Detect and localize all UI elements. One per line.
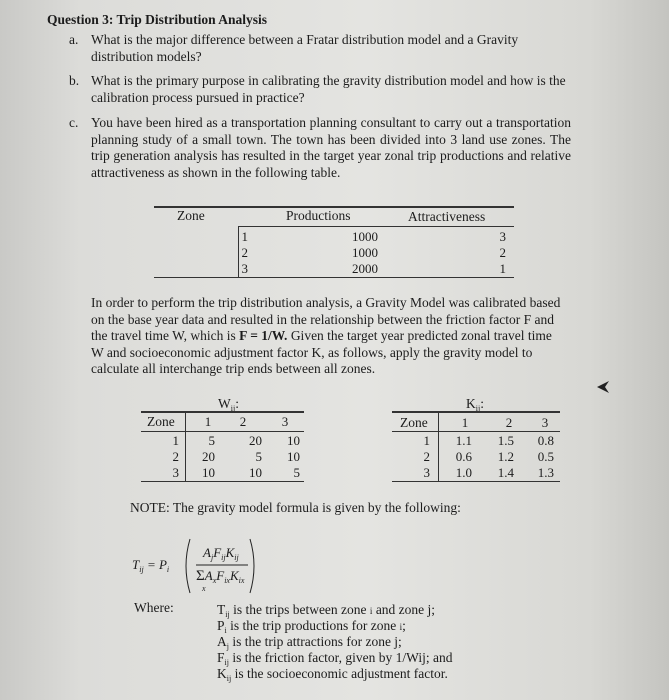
productions-cell: 1000 — [352, 245, 378, 260]
k-cell: 1.0 — [455, 465, 472, 480]
w-cell: 5 — [255, 449, 262, 464]
w-cell: 10 — [249, 465, 262, 480]
k-row-zone: 2 — [423, 449, 430, 464]
mouse-cursor-icon — [596, 380, 610, 394]
w-cell: 10 — [287, 433, 300, 448]
k-col-header: 2 — [505, 415, 513, 430]
formula-numerator: $A_jF_{ij}K_{ij}$ — [203, 545, 239, 562]
where-line-kij: $K_{ij}$ is the socioeconomic adjustment factor. — [217, 666, 448, 683]
w-cell: 20 — [202, 449, 215, 464]
k-cell: 0.6 — [455, 449, 472, 464]
productions-cell: 2000 — [352, 261, 378, 276]
w-cell: 20 — [249, 433, 262, 448]
w-col-header: 2 — [239, 414, 247, 429]
w-cell: 5 — [293, 465, 300, 480]
w-row-zone: 2 — [172, 449, 179, 464]
where-label: Where: — [134, 600, 174, 615]
k-col-header: 3 — [541, 415, 549, 430]
k-cell: 1.1 — [455, 433, 472, 448]
attractiveness-cell: 3 — [499, 229, 506, 244]
item-b-label: b. — [69, 73, 80, 88]
k-table-title: $K_{ij}$: — [466, 396, 484, 413]
attractiveness-header: Attractiveness — [408, 209, 486, 224]
gravity-text-before: In order to perform the trip distribution analysis, a Gravity Model was calibrated based on the base year data and resulted in the relationship between the friction factor F and the travel time W, which is — [91, 295, 561, 343]
attractiveness-cell: 2 — [499, 245, 506, 260]
item-a-text: What is the major difference between a Fratar distribution model and a Gravity distribution models? — [91, 32, 519, 64]
where-line-pi: $P_i$ is the trip productions for zone i; — [217, 618, 406, 635]
w-cell: 10 — [287, 449, 300, 464]
where-line-tij: $T_{ij}$ is the trips between zone i and zone j; — [217, 602, 436, 619]
attractiveness-cell: 1 — [499, 261, 506, 276]
productions-header: Productions — [286, 208, 351, 223]
k-col-header: 1 — [461, 415, 469, 430]
item-c-label: c. — [69, 115, 79, 130]
k-table-corner: Zone — [400, 415, 428, 430]
w-table-title: $W_{ij}$: — [218, 396, 239, 413]
where-line-aj: $A_j$ is the trip attractions for zone j; — [217, 634, 402, 651]
w-row-zone: 1 — [172, 433, 179, 448]
zone-cell: 1 — [241, 229, 248, 244]
k-cell: 0.8 — [537, 433, 554, 448]
question-title: Question 3: Trip Distribution Analysis — [47, 12, 268, 27]
w-cell: 5 — [208, 433, 215, 448]
formula-sum-index: x — [202, 584, 206, 593]
k-cell: 1.4 — [497, 465, 514, 480]
zone-cell: 2 — [241, 245, 248, 260]
w-row-zone: 3 — [172, 465, 179, 480]
formula-lhs: $T_{ij} = P_i$ — [132, 557, 170, 574]
k-cell: 1.5 — [497, 433, 514, 448]
w-col-header: 1 — [204, 414, 212, 429]
item-c-text: You have been hired as a transportation planning consultant to carry out a transportation planning study of a small town. The town has been divided into 3 land use zones. The trip generation analysis has resulted in the target year zonal trip productions and relative attractiveness as shown in the following table. — [91, 115, 571, 180]
item-b-text: What is the primary purpose in calibrating the gravity distribution model and how is the calibration process pursued in practice? — [91, 73, 566, 105]
gravity-text-after: Given the target year predicted zonal travel time W and socioeconomic adjustment factor K, as follows, apply the gravity model to calculate all interchange trip ends between all zones. — [91, 328, 552, 376]
formula-denominator: $\Sigma A_xF_{ix}K_{ix}$ — [196, 568, 245, 585]
zone-cell: 3 — [241, 261, 248, 276]
friction-formula: F = 1/W. — [239, 328, 288, 343]
k-row-zone: 3 — [423, 465, 430, 480]
where-line-fij: $F_{ij}$ is the friction factor, given by 1/Wij; and — [217, 650, 453, 667]
k-cell: 0.5 — [537, 449, 554, 464]
gravity-paragraph — [91, 295, 567, 378]
k-cell: 1.2 — [497, 449, 514, 464]
w-table-corner: Zone — [147, 414, 175, 429]
w-cell: 10 — [202, 465, 215, 480]
item-a-label: a. — [69, 32, 79, 47]
zone-header: Zone — [177, 208, 205, 223]
k-row-zone: 1 — [423, 433, 430, 448]
w-col-header: 3 — [281, 414, 289, 429]
productions-cell: 1000 — [352, 229, 378, 244]
k-cell: 1.3 — [537, 465, 554, 480]
formula-note: NOTE: The gravity model formula is given by the following: — [130, 500, 461, 515]
